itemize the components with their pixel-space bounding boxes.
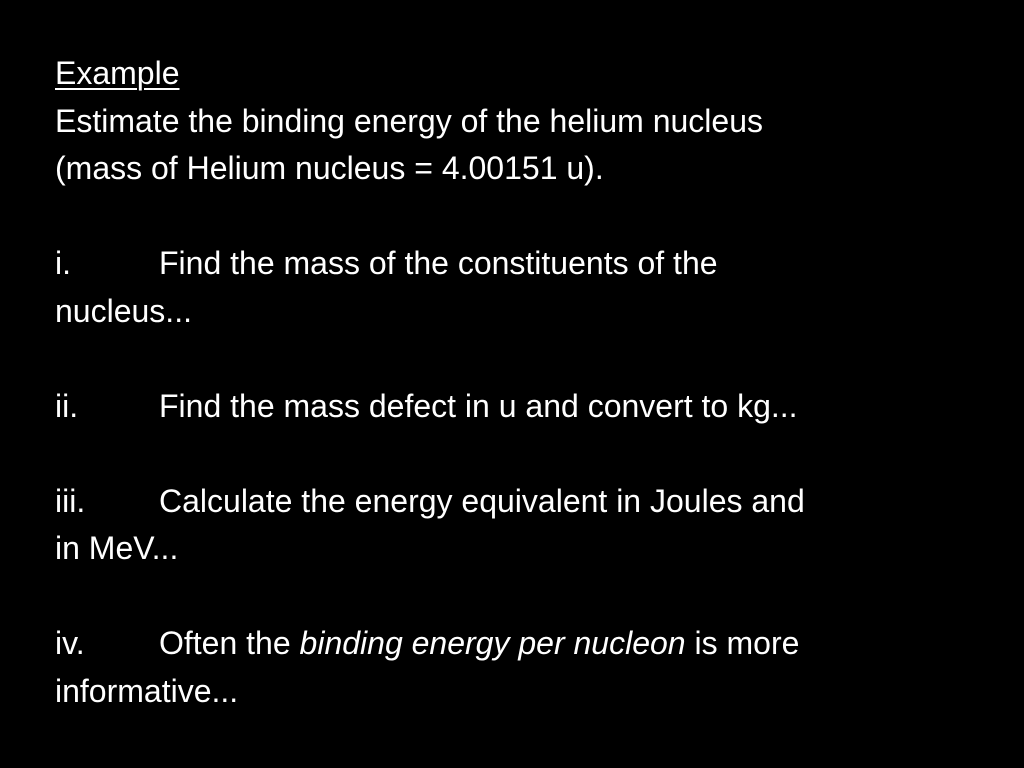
step-text-emphasis: binding energy per nucleon bbox=[299, 625, 686, 661]
step-text-before: Often the bbox=[159, 625, 300, 661]
step-text: Calculate the energy equivalent in Joules and bbox=[159, 482, 805, 519]
intro-line-2: (mass of Helium nucleus = 4.00151 u). bbox=[55, 150, 604, 186]
step-number: iii. bbox=[55, 482, 86, 519]
spacer bbox=[55, 430, 985, 478]
spacer bbox=[55, 573, 985, 621]
step-text-continued: nucleus... bbox=[55, 292, 192, 329]
step-text: Find the mass of the constituents of the bbox=[159, 245, 718, 281]
step-text: Find the mass defect in u and convert to kg... bbox=[159, 387, 798, 424]
step-text-continued: in MeV... bbox=[55, 530, 179, 566]
step-text-after: is more bbox=[685, 625, 800, 661]
step-text-continued: informative... bbox=[55, 672, 239, 709]
spacer bbox=[55, 193, 985, 241]
step-ii bbox=[55, 383, 985, 431]
step-number: ii. bbox=[55, 387, 79, 424]
example-heading: Example bbox=[55, 55, 180, 91]
spacer bbox=[55, 335, 985, 383]
step-number: iv. bbox=[55, 625, 85, 661]
step-iv bbox=[55, 620, 985, 715]
step-iii bbox=[55, 478, 985, 573]
slide-content bbox=[55, 50, 985, 715]
step-i bbox=[55, 240, 985, 335]
step-number: i. bbox=[55, 245, 71, 281]
intro-line-1: Estimate the binding energy of the helium nucleus bbox=[55, 102, 763, 139]
